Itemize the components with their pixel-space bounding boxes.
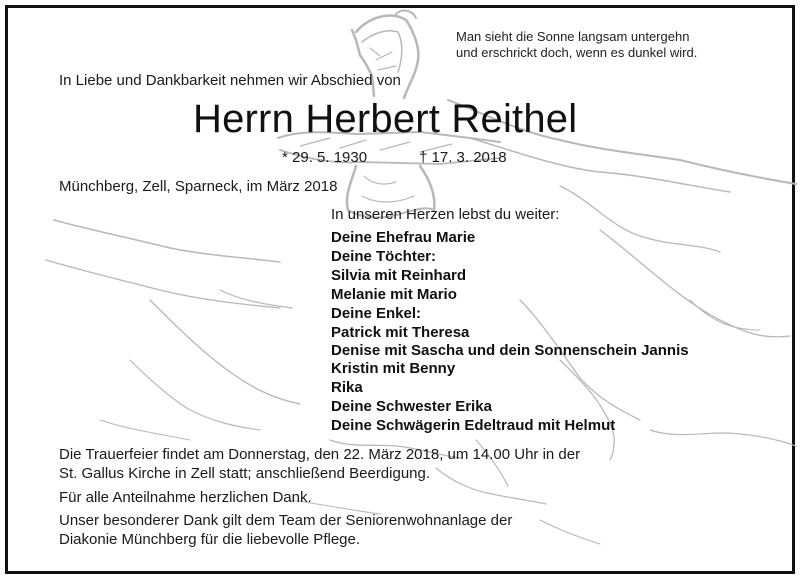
birth-date: * 29. 5. 1930 [282,149,368,166]
motto-line-1: Man sieht die Sonne langsam untergehn [456,29,690,44]
death-date: † 17. 3. 2018 [419,149,507,166]
place-and-date: Münchberg, Zell, Sparneck, im März 2018 [59,178,338,195]
mourner-line: Silvia mit Reinhard [331,267,467,284]
motto-line-2: und erschrickt doch, wenn es dunkel wird. [456,45,698,60]
mourner-line: Melanie mit Mario [331,286,457,303]
mourners-intro: In unseren Herzen lebst du weiter: [331,206,560,223]
mourner-line: Deine Schwägerin Edeltraud mit Helmut [331,417,616,434]
funeral-info-line-2: St. Gallus Kirche in Zell statt; anschließend Beerdigung. [59,465,431,482]
farewell-intro: In Liebe und Dankbarkeit nehmen wir Abschied von [59,72,401,89]
mourner-line: Denise mit Sascha und dein Sonnenschein Jannis [331,342,689,359]
special-thanks-line-2: Diakonie Münchberg für die liebevolle Pflege. [59,531,361,548]
mourner-line: Rika [331,379,363,396]
mourner-line: Deine Enkel: [331,305,422,322]
funeral-info-line-1: Die Trauerfeier findet am Donnerstag, den 22. März 2018, um 14.00 Uhr in der [59,446,581,463]
mourner-line: Kristin mit Benny [331,360,456,377]
thanks-text: Für alle Anteilnahme herzlichen Dank. [59,489,312,506]
mourner-line: Deine Töchter: [331,248,437,265]
mourner-line: Patrick mit Theresa [331,324,470,341]
special-thanks-line-1: Unser besonderer Dank gilt dem Team der Seniorenwohnanlage der [59,512,513,529]
mourner-line: Deine Ehefrau Marie [331,229,476,246]
mourner-line: Deine Schwester Erika [331,398,492,415]
deceased-name: Herrn Herbert Reithel [193,97,578,141]
